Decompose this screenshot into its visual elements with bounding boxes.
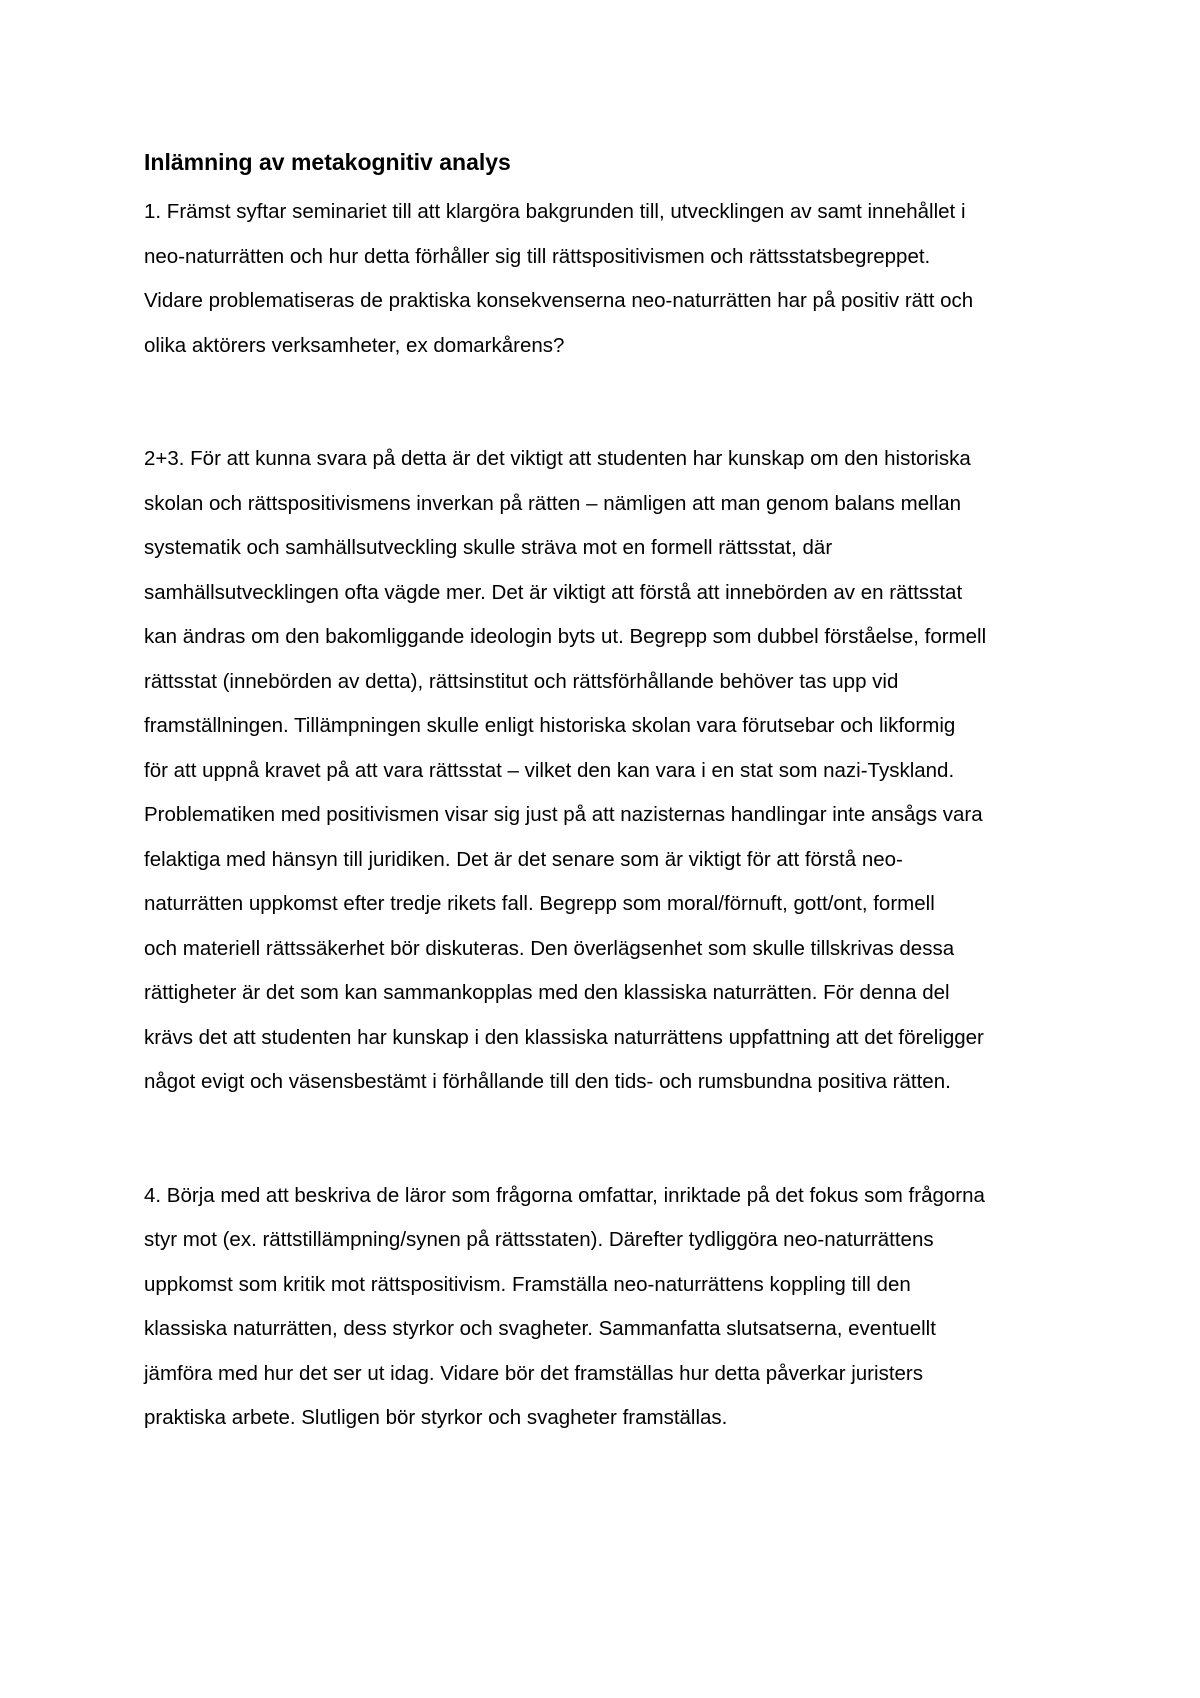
document-body xyxy=(144,140,1064,1441)
text-line: framställningen. Tillämpningen skulle enligt historiska skolan vara förutsebar och likformig xyxy=(144,714,956,737)
text-line: felaktiga med hänsyn till juridiken. Det är det senare som är viktigt för att förstå neo- xyxy=(144,847,903,871)
text-line: skolan och rättspositivismens inverkan på rätten – nämligen att man genom balans mellan xyxy=(144,491,962,515)
text-line: krävs det att studenten har kunskap i den klassiska naturrättens uppfattning att det föreligger xyxy=(144,1025,984,1049)
text-line: samhällsutvecklingen ofta vägde mer. Det är viktigt att förstå att innebörden av en rättsstat xyxy=(144,580,963,604)
text-line: Problematiken med positivismen visar sig just på att nazisternas handlingar inte ansågs vara xyxy=(144,803,983,826)
paragraph-3 xyxy=(144,1174,1064,1441)
document-title: Inlämning av metakognitiv analys xyxy=(144,149,511,175)
text-line: kan ändras om den bakomliggande ideologin byts ut. Begrepp som dubbel förståelse, formell xyxy=(144,625,987,648)
text-line: jämföra med hur det ser ut idag. Vidare bör det framställas hur detta påverkar juristers xyxy=(144,1361,923,1385)
text-line: 1. Främst syftar seminariet till att klargöra bakgrunden till, utvecklingen av samt innehållet i xyxy=(144,200,966,223)
text-line: olika aktörers verksamheter, ex domarkårens? xyxy=(144,333,565,357)
text-line: något evigt och väsensbestämt i förhållande till den tids- och rumsbundna positiva rätten. xyxy=(144,1070,951,1093)
text-line: naturrätten uppkomst efter tredje rikets fall. Begrepp som moral/förnuft, gott/ont, formell xyxy=(144,892,935,915)
text-line: rättsstat (innebörden av detta), rättsinstitut och rättsförhållande behöver tas upp vid xyxy=(144,669,899,693)
text-line: och materiell rättssäkerhet bör diskuteras. Den överlägsenhet som skulle tillskrivas dessa xyxy=(144,936,955,960)
text-line: 4. Börja med att beskriva de läror som frågorna omfattar, inriktade på det fokus som frågorna xyxy=(144,1183,985,1207)
text-line: praktiska arbete. Slutligen bör styrkor och svagheter framställas. xyxy=(144,1406,728,1429)
text-line: rättigheter är det som kan sammankopplas med den klassiska naturrätten. För denna del xyxy=(144,981,950,1004)
paragraph-2 xyxy=(144,437,1064,1105)
text-line: systematik och samhällsutveckling skulle sträva mot en formell rättsstat, där xyxy=(144,536,833,559)
text-line: uppkomst som kritik mot rättspositivism. Framställa neo-naturrättens koppling till den xyxy=(144,1272,911,1296)
text-line: styr mot (ex. rättstillämpning/synen på rättsstaten). Därefter tydliggöra neo-naturrättens xyxy=(144,1228,934,1251)
text-line: klassiska naturrätten, dess styrkor och svagheter. Sammanfatta slutsatserna, eventuellt xyxy=(144,1317,936,1340)
text-line: neo-naturrätten och hur detta förhåller sig till rättspositivismen och rättsstatsbegreppet. xyxy=(144,244,931,268)
text-line: för att uppnå kravet på att vara rättsstat – vilket den kan vara i en stat som nazi-Tyskland. xyxy=(144,758,955,782)
text-line: Vidare problematiseras de praktiska konsekvenserna neo-naturrätten har på positiv rätt och xyxy=(144,289,974,312)
paragraph-1 xyxy=(144,190,1064,368)
text-line: 2+3. För att kunna svara på detta är det viktigt att studenten har kunskap om den historiska xyxy=(144,447,971,470)
